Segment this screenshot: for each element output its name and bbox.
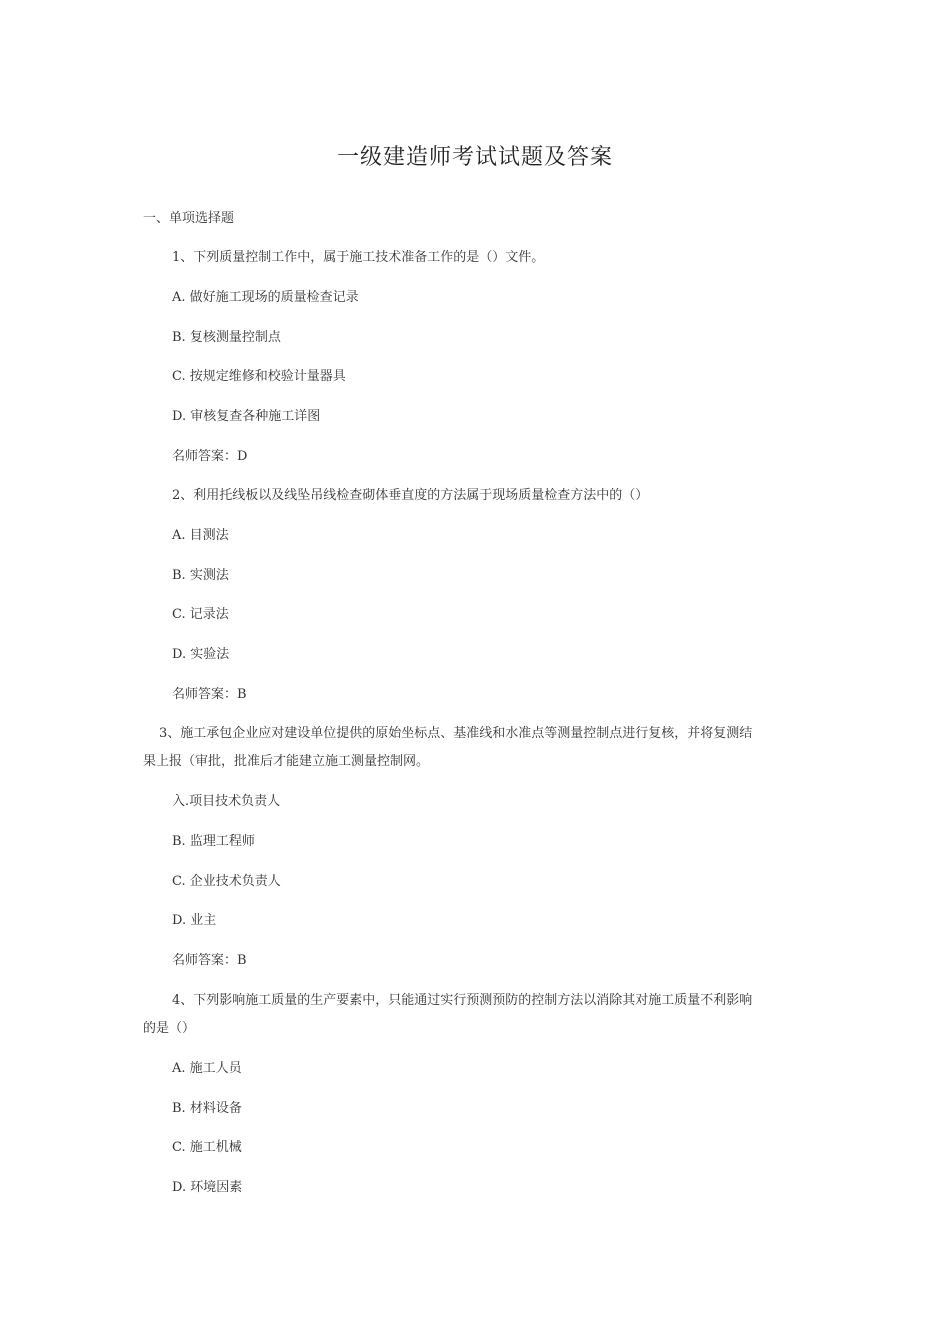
question-3-option-c: C. 企业技术负责人 <box>172 874 281 889</box>
question-2-option-a: A. 目测法 <box>172 528 229 543</box>
question-1-option-a: A. 做好施工现场的质量检查记录 <box>172 290 359 305</box>
question-2-stem: 2、利用托线板以及线坠吊线检查砌体垂直度的方法属于现场质量检查方法中的（） <box>172 488 649 503</box>
question-4-option-d: D. 环境因素 <box>172 1180 243 1195</box>
question-1-option-b: B. 复核测量控制点 <box>172 330 281 345</box>
question-1-answer: 名师答案：D <box>172 449 248 464</box>
section-heading: 一、单项选择题 <box>143 211 235 226</box>
question-4-option-b: B. 材料设备 <box>172 1101 242 1116</box>
question-1-stem: 1、下列质量控制工作中，属于施工技术准备工作的是（）文件。 <box>172 250 545 265</box>
question-2-option-d: D. 实验法 <box>172 647 230 662</box>
question-4-option-a: A. 施工人员 <box>172 1061 242 1076</box>
question-4-option-c: C. 施工机械 <box>172 1140 242 1155</box>
question-4-stem-line-2: 的是（） <box>143 1021 196 1036</box>
question-3-option-d: D. 业主 <box>172 913 217 928</box>
question-3-stem-line-2: 果上报（审批，批准后才能建立施工测量控制网。 <box>143 754 430 769</box>
question-3-option-b: B. 监理工程师 <box>172 834 255 849</box>
document-title: 一级建造师考试试题及答案 <box>336 145 613 170</box>
question-4-stem-line-1: 4、下列影响施工质量的生产要素中，只能通过实行预测预防的控制方法以消除其对施工质量不利影响 <box>172 993 753 1008</box>
question-3-stem-line-1: 3、施工承包企业应对建设单位提供的原始坐标点、基准线和水准点等测量控制点进行复核，并将复测结 <box>159 726 753 741</box>
question-1-option-d: D. 审核复查各种施工详图 <box>172 409 321 424</box>
question-2-answer: 名师答案：B <box>172 687 247 702</box>
question-2-option-b: B. 实测法 <box>172 568 229 583</box>
question-3-option-a: 入.项目技术负责人 <box>172 794 281 809</box>
question-1-option-c: C. 按规定维修和校验计量器具 <box>172 369 346 384</box>
question-3-answer: 名师答案：B <box>172 953 247 968</box>
question-2-option-c: C. 记录法 <box>172 607 229 622</box>
